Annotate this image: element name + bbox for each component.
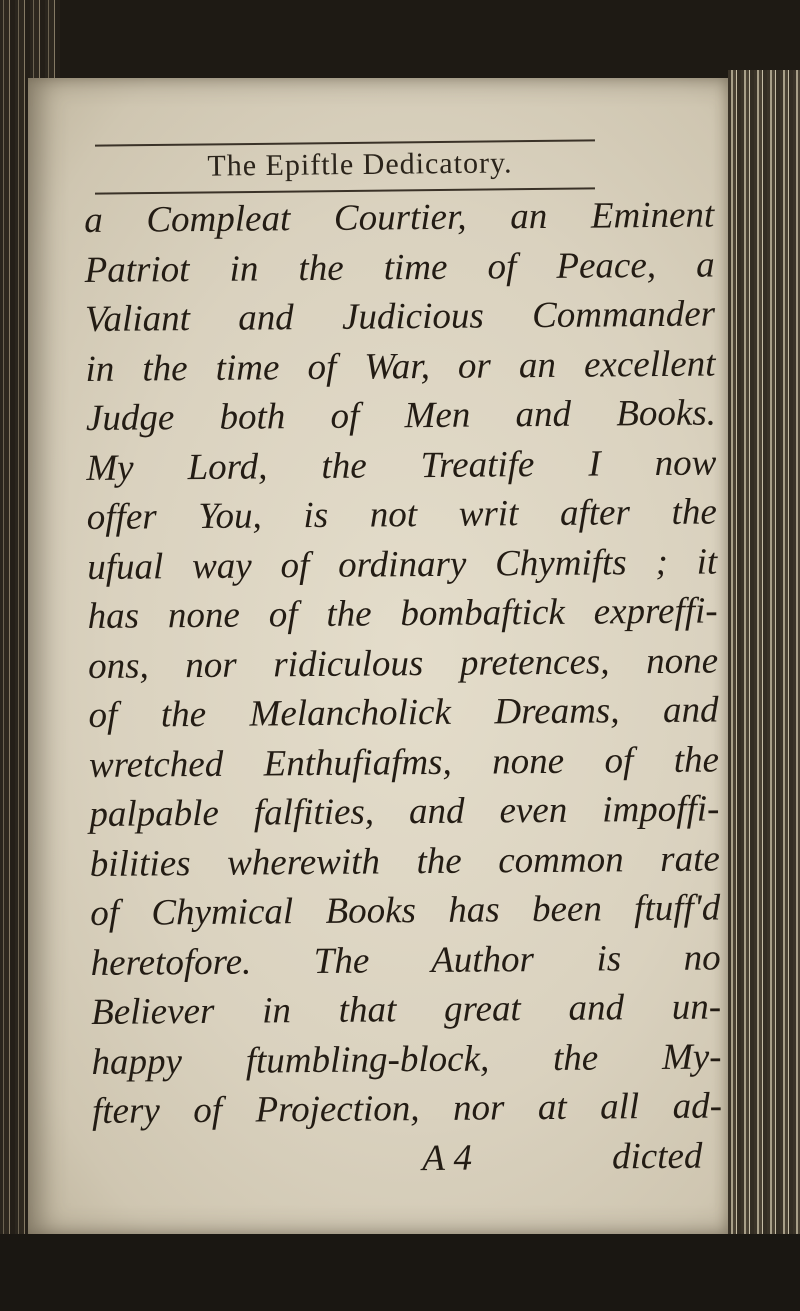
text-line: Judge both of Men and Books. [85, 392, 717, 439]
text-line: Patriot in the time of Peace, a [84, 244, 715, 291]
body-text [84, 191, 723, 1186]
running-head: The Epiftle Dedicatory. [207, 146, 513, 183]
catchword: dicted [611, 1135, 703, 1177]
text-line: Valiant and Judicious Commander [84, 293, 716, 340]
text-line: ons, nor ridiculous pretences, none [87, 639, 719, 687]
text-line: palpable falfities, and even impoffi- [89, 788, 720, 835]
text-line: wretched Enthufiafms, none of the [88, 738, 720, 786]
text-line: ftery of Projection, nor at all ad- [91, 1085, 723, 1132]
text-line: a Compleat Courtier, an Eminent [84, 194, 715, 241]
text-line: ufual way of ordinary Chymifts ; it [87, 540, 718, 588]
text-line: My Lord, the Treatife I now [86, 441, 717, 489]
text-line: bilities wherewith the common rate [89, 837, 720, 885]
footer-line [92, 1131, 722, 1186]
text-line: happy ftumbling-block, the My- [91, 1035, 722, 1083]
text-line: of Chymical Books has been ftuff'd [90, 887, 721, 934]
text-line: offer You, is not writ after the [86, 491, 717, 538]
text-line: in the time of War, or an excellent [85, 342, 716, 390]
bottom-background [0, 1234, 800, 1311]
text-line: heretofore. The Author is no [90, 936, 721, 984]
right-page-edges [728, 70, 800, 1240]
text-line: Believer in that great and un- [90, 986, 722, 1033]
text-line: has none of the bombaftick expreffi- [87, 590, 718, 637]
text-line: of the Melancholick Dreams, and [88, 689, 719, 736]
signature-mark: A 4 [422, 1137, 473, 1179]
